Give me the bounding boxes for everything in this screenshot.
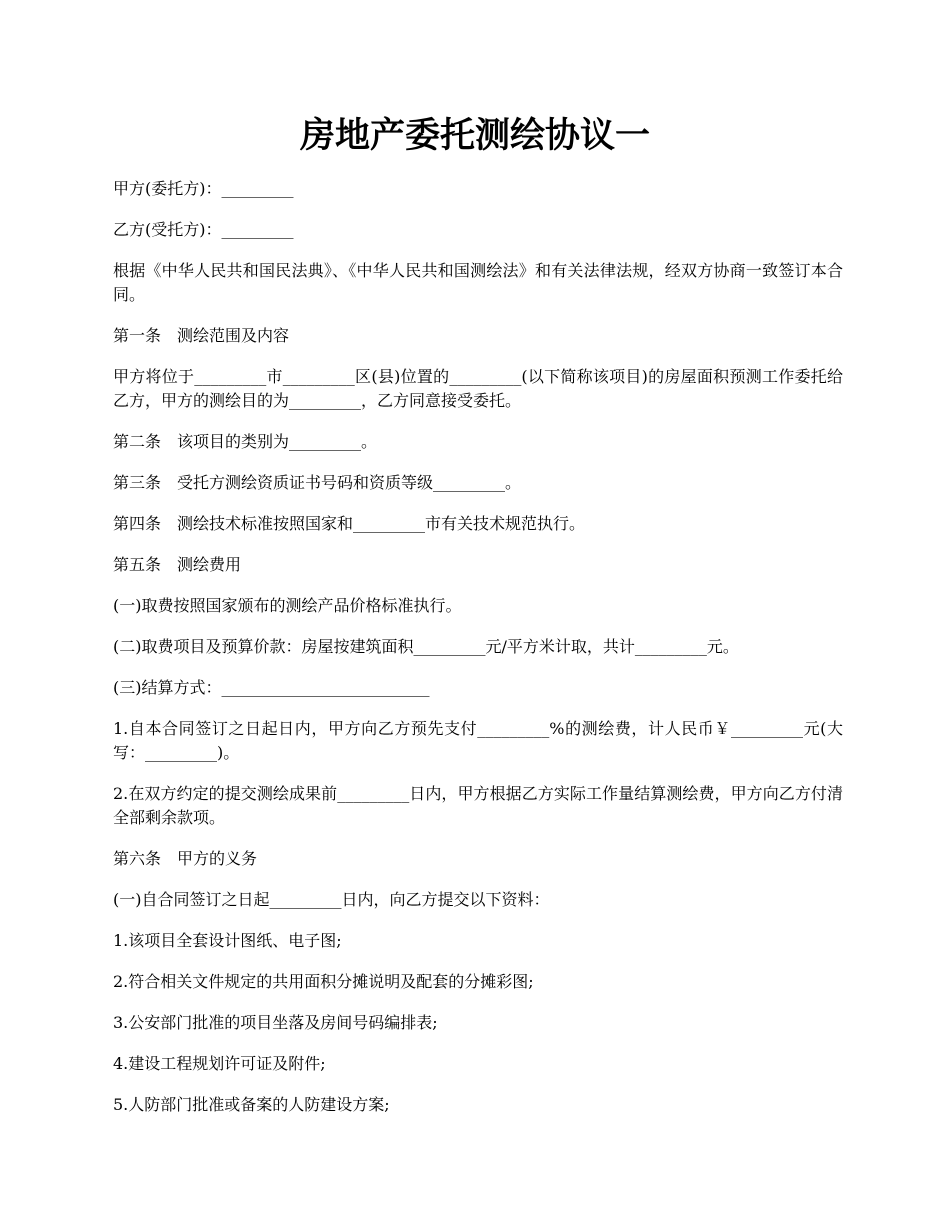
document-title: 房地产委托测绘协议一 [299,115,650,156]
payment-clause-2: 2.在双方约定的提交测绘成果前_________日内，甲方根据乙方实际工作量结算测绘费，甲方向乙方付清全部剩余款项。 [113,784,843,827]
article-6-item-1: (一)自合同签订之日起_________日内，向乙方提交以下资料： [113,890,550,909]
article-1-body: 甲方将位于_________市_________区(县)位置的_________(以下简称该项目)的房屋面积预测工作委托给乙方，甲方的测绘目的为_________，乙方同意接受委托。 [113,367,843,410]
payment-clause-1: 1.自本合同签订之日起日内，甲方向乙方预先支付_________%的测绘费，计人民币￥_________元(大写：_________)。 [113,719,843,762]
material-item-5: 5.人防部门批准或备案的人防建设方案; [113,1095,390,1114]
material-item-2: 2.符合相关文件规定的共用面积分摊说明及配套的分摊彩图; [113,972,534,991]
article-5-item-1: (一)取费按照国家颁布的测绘产品价格标准执行。 [113,596,462,615]
article-5-heading: 第五条 测绘费用 [113,555,242,574]
party-a-line: 甲方(委托方)：_________ [113,179,294,198]
article-1-heading: 第一条 测绘范围及内容 [113,326,290,345]
article-2: 第二条 该项目的类别为_________。 [113,432,378,451]
article-5-item-3: (三)结算方式：__________________________ [113,678,430,697]
party-b-line: 乙方(受托方)：_________ [113,220,294,239]
material-item-1: 1.该项目全套设计图纸、电子图; [113,931,342,950]
article-3: 第三条 受托方测绘资质证书号码和资质等级_________。 [113,473,522,492]
document-body [113,177,843,1134]
material-item-4: 4.建设工程规划许可证及附件; [113,1054,326,1073]
material-item-3: 3.公安部门批准的项目坐落及房间号码编排表; [113,1013,438,1032]
article-6-heading: 第六条 甲方的义务 [113,849,258,868]
preamble-paragraph: 根据《中华人民共和国民法典》、《中华人民共和国测绘法》和有关法律法规，经双方协商一致签订本合同。 [113,261,843,304]
article-4: 第四条 测绘技术标准按照国家和_________市有关技术规范执行。 [113,514,586,533]
article-5-item-2: (二)取费项目及预算价款：房屋按建筑面积_________元/平方米计取，共计_________元。 [113,637,739,656]
